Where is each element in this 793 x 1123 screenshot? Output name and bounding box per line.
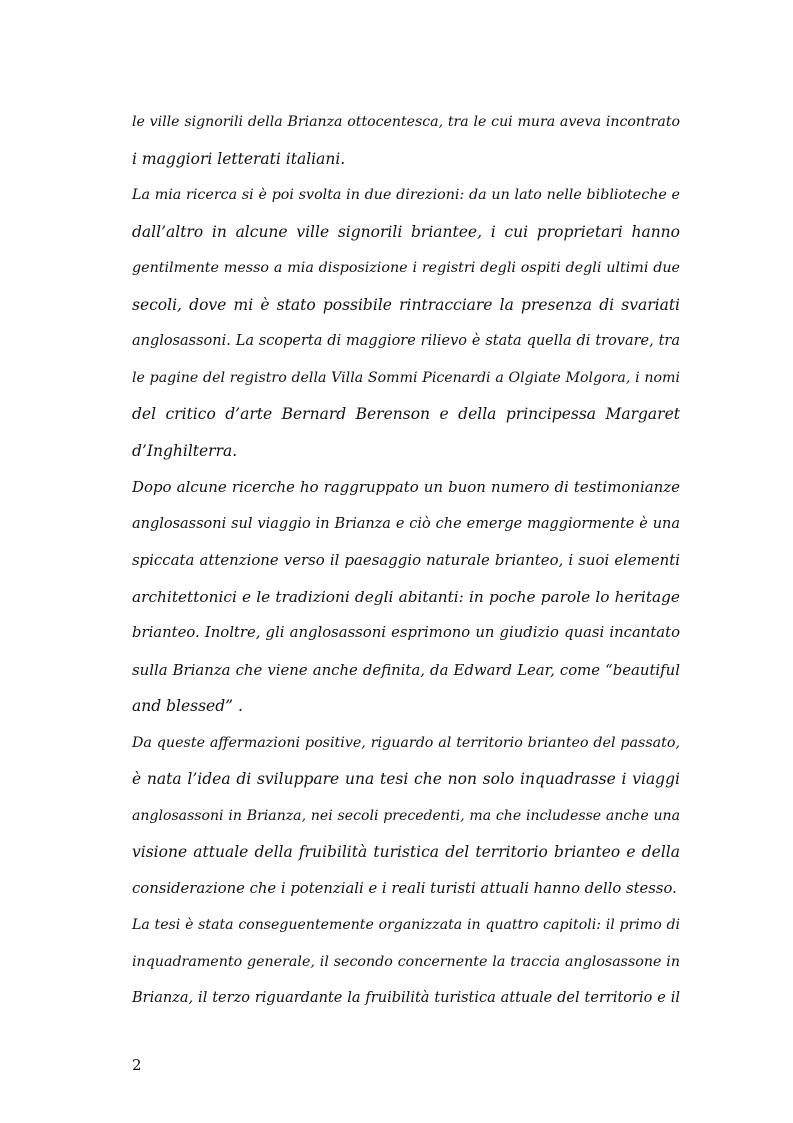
text-line: Dopo alcune ricerche ho raggruppato un buon numero di testimonianze <box>132 478 680 496</box>
text-line: spiccata attenzione verso il paesaggio naturale brianteo, i suoi elementi <box>132 551 680 569</box>
text-line: anglosassoni sul viaggio in Brianza e ciò che emerge maggiormente è una <box>132 515 680 532</box>
text-line: anglosassoni. La scoperta di maggiore rilievo è stata quella di trovare, tra <box>132 333 680 349</box>
text-line: del critico d’arte Bernard Berenson e della principessa Margaret <box>132 405 680 423</box>
text-line: inquadramento generale, il secondo concernente la traccia anglosassone in <box>132 953 680 970</box>
text-line: le pagine del registro della Villa Sommi Picenardi a Olgiate Molgora, i nomi <box>132 369 680 386</box>
text-line: brianteo. Inoltre, gli anglosassoni esprimono un giudizio quasi incantato <box>132 624 680 641</box>
text-line: dall’altro in alcune ville signorili briantee, i cui proprietari hanno <box>132 222 680 241</box>
text-line: le ville signorili della Brianza ottocentesca, tra le cui mura aveva incontrato <box>132 114 680 130</box>
body-text <box>132 104 680 1017</box>
page-number: 2 <box>132 1056 142 1074</box>
text-line: La tesi è stata conseguentemente organizzata in quattro capitoli: il primo di <box>132 917 680 933</box>
text-line: anglosassoni in Brianza, nei secoli precedenti, ma che includesse anche una <box>132 807 680 824</box>
text-line: sulla Brianza che viene anche definita, da Edward Lear, come “beautiful <box>132 660 680 679</box>
text-line: d’Inghilterra. <box>132 441 238 460</box>
text-line: and blessed” . <box>132 697 243 715</box>
text-line: architettonici e le tradizioni degli abitanti: in poche parole lo heritage <box>132 587 680 606</box>
text-line: gentilmente messo a mia disposizione i registri degli ospiti degli ultimi due <box>132 260 680 276</box>
text-line: visione attuale della fruibilità turistica del territorio brianteo e della <box>132 843 680 861</box>
text-line: i maggiori letterati italiani. <box>132 149 346 168</box>
text-line: è nata l’idea di sviluppare una tesi che non solo inquadrasse i viaggi <box>132 770 680 788</box>
text-line: Da queste affermazioni positive, riguardo al territorio brianteo del passato, <box>132 734 680 751</box>
text-line: La mia ricerca si è poi svolta in due direzioni: da un lato nelle biblioteche e <box>132 187 680 203</box>
text-line: secoli, dove mi è stato possibile rintracciare la presenza di svariati <box>132 295 680 314</box>
text-line: Brianza, il terzo riguardante la fruibilità turistica attuale del territorio e il <box>132 990 680 1006</box>
text-line: considerazione che i potenziali e i reali turisti attuali hanno dello stesso. <box>132 879 677 897</box>
